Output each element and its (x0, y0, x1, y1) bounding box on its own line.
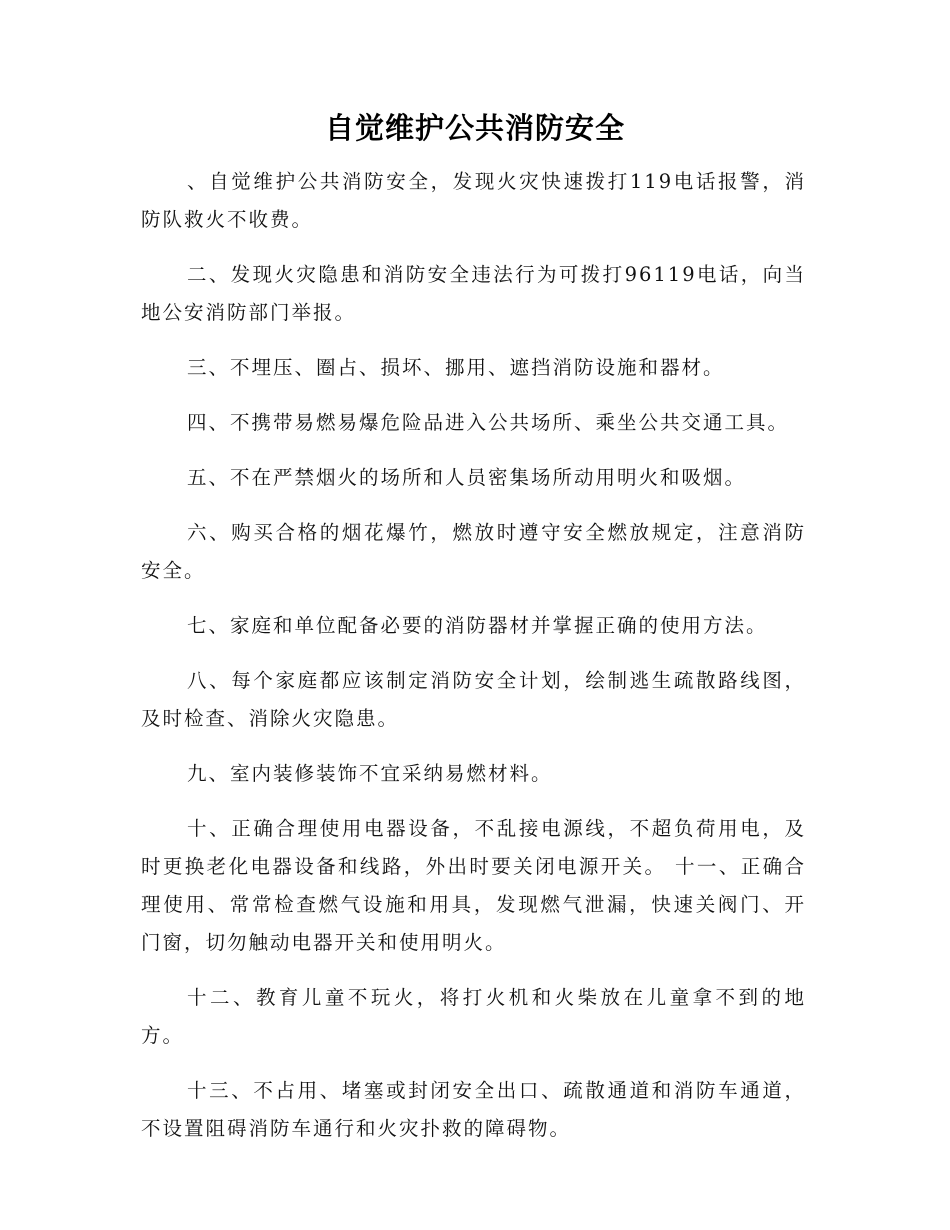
paragraph-4: 四、不携带易燃易爆危险品进入公共场所、乘坐公共交通工具。 (187, 411, 790, 434)
paragraph-8: 八、每个家庭都应该制定消防安全计划，绘制逃生疏散路线图，及时检查、消除火灾隐患。 (141, 669, 806, 730)
document-title: 自觉维护公共消防安全 (324, 111, 625, 145)
paragraph-1: 、自觉维护公共消防安全，发现火灾快速拨打119电话报警，消防队救火不收费。 (141, 170, 806, 231)
paragraph-11: 十二、教育儿童不玩火，将打火机和火柴放在儿童拿不到的地方。 (141, 986, 806, 1047)
paragraph-6: 六、购买合格的烟花爆竹，燃放时遵守安全燃放规定，注意消防安全。 (141, 521, 806, 582)
paragraph-7: 七、家庭和单位配备必要的消防器材并掌握正确的使用方法。 (187, 614, 768, 637)
document-body (141, 163, 806, 1165)
paragraph-3: 三、不埋压、圈占、损坏、挪用、遮挡消防设施和器材。 (187, 356, 725, 379)
paragraph-12: 十三、不占用、堵塞或封闭安全出口、疏散通道和消防车通道，不设置阻碍消防车通行和火灾扑救的障碍物。 (141, 1079, 806, 1140)
paragraph-9: 九、室内装修装饰不宜采纳易燃材料。 (187, 762, 553, 785)
paragraph-10: 十、正确合理使用电器设备，不乱接电源线，不超负荷用电，及时更换老化电器设备和线路，外出时要关闭电源开关。 十一、正确合理使用、常常检查燃气设施和用具，发现燃气泄漏，快速关阀门、开门窗，切勿触动电器开关和使用明火。 (141, 817, 806, 954)
paragraph-2: 二、发现火灾隐患和消防安全违法行为可拨打96119电话，向当地公安消防部门举报。 (141, 263, 806, 324)
paragraph-5: 五、不在严禁烟火的场所和人员密集场所动用明火和吸烟。 (187, 466, 747, 489)
